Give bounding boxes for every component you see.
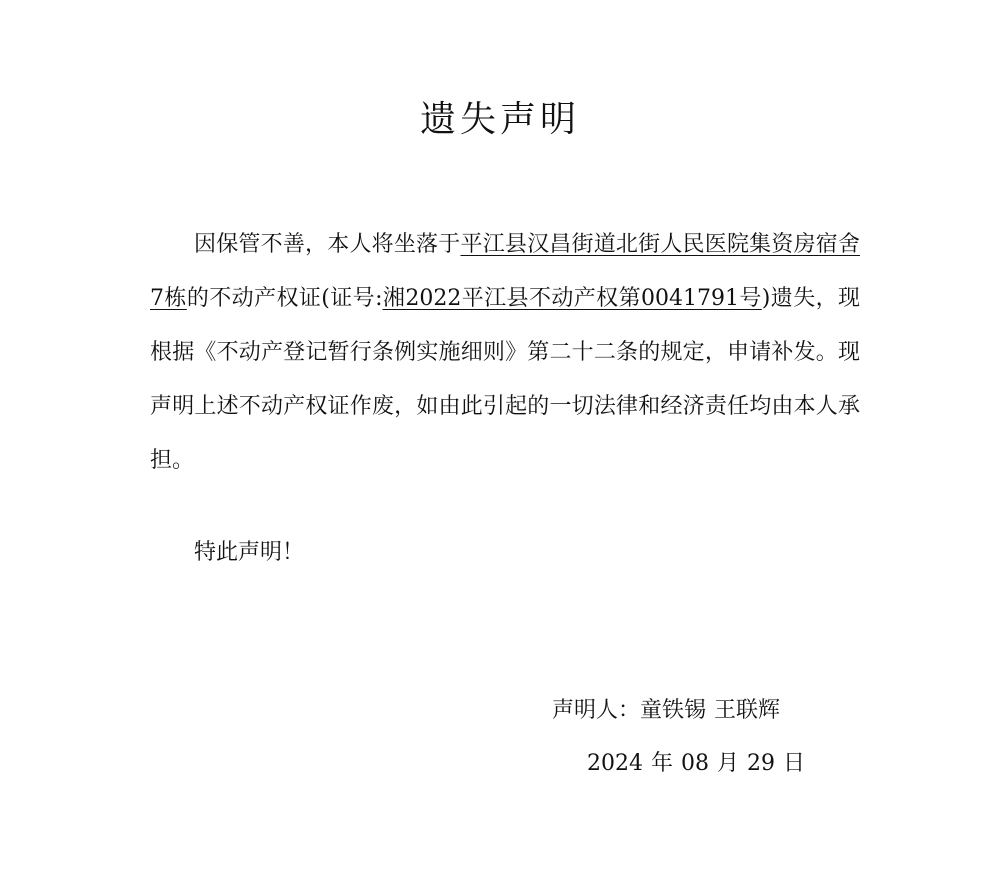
declarant-label: 声明人： bbox=[552, 698, 641, 723]
date-year: 2024 bbox=[587, 751, 643, 776]
declarant-line bbox=[552, 689, 780, 733]
date-year-unit: 年 bbox=[651, 751, 674, 776]
certificate-number: 湘2022平江县不动产权第0041791号 bbox=[382, 286, 762, 311]
statement-certificate-prefix: 的不动产权证(证号: bbox=[186, 286, 383, 311]
statement-body bbox=[150, 218, 860, 488]
date-month-unit: 月 bbox=[717, 751, 740, 776]
date-day: 29 bbox=[747, 751, 776, 776]
declarant-name-1: 童铁锡 bbox=[640, 698, 707, 723]
property-location: 平江县汉昌街道北街人民医院集资房宿舍7栋 bbox=[150, 232, 860, 311]
declarant-name-2: 王联辉 bbox=[714, 698, 781, 723]
date-month: 08 bbox=[681, 751, 710, 776]
statement-intro: 因保管不善，本人将坐落于 bbox=[194, 232, 461, 257]
declaration-date bbox=[587, 742, 805, 786]
closing-statement: 特此声明！ bbox=[194, 540, 305, 565]
document-title: 遗失声明 bbox=[419, 99, 580, 140]
statement-details: )遗失，现根据《不动产登记暂行条例实施细则》第二十二条的规定，申请补发。现声明上述不动产权证作废，如由此引起的一切法律和经济责任均由本人承担。 bbox=[150, 286, 861, 473]
date-day-unit: 日 bbox=[783, 751, 806, 776]
